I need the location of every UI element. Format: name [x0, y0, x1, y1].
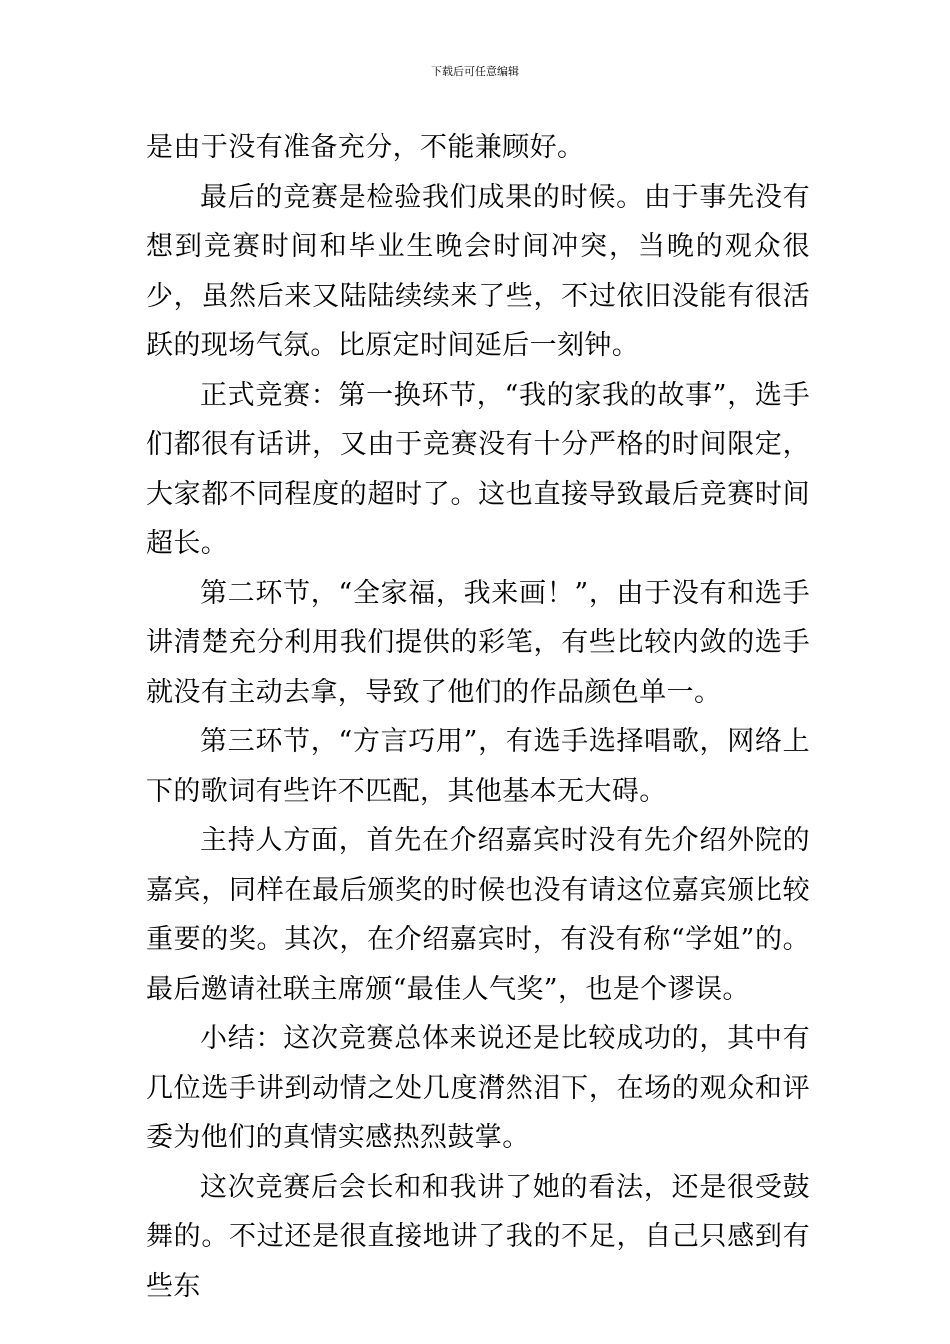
paragraph: 正式竞赛：第一换环节，“我的家我的故事”，选手们都很有话讲，又由于竞赛没有十分严格的时间限定，大家都不同程度的超时了。这也直接导致最后竞赛时间超长。: [146, 379, 810, 559]
paragraph: 小结：这次竞赛总体来说还是比较成功的，其中有几位选手讲到动情之处几度潸然泪下，在场的观众和评委为他们的真情实感热烈鼓掌。: [146, 1023, 810, 1153]
paragraph: 第二环节，“全家福，我来画！”，由于没有和选手讲清楚充分利用我们提供的彩笔，有些比较内敛的选手就没有主动去拿，导致了他们的作品颜色单一。: [146, 577, 810, 708]
document-body: [146, 123, 810, 1311]
paragraph: 最后的竞赛是检验我们成果的时候。由于事先没有想到竞赛时间和毕业生晚会时间冲突，当晚的观众很少，虽然后来又陆陆续续来了些，不过依旧没能有很活跃的现场气氛。比原定时间延后一刻钟。: [146, 181, 810, 361]
paragraph: 第三环节，“方言巧用”，有选手选择唱歌，网络上下的歌词有些许不匹配，其他基本无大碍。: [146, 726, 810, 807]
paragraph: 是由于没有准备充分，不能兼顾好。: [146, 132, 585, 163]
paragraph: 这次竞赛后会长和和我讲了她的看法，还是很受鼓舞的。不过还是很直接地讲了我的不足，自己只感到有些东: [146, 1171, 810, 1302]
page-header: 下载后可任意编辑: [431, 65, 519, 78]
paragraph: 主持人方面，首先在介绍嘉宾时没有先介绍外院的嘉宾，同样在最后颁奖的时候也没有请这位嘉宾颁比较重要的奖。其次，在介绍嘉宾时，有没有称“学姐”的。最后邀请社联主席颁“最佳人气奖”，也是个谬误。: [146, 825, 810, 1005]
